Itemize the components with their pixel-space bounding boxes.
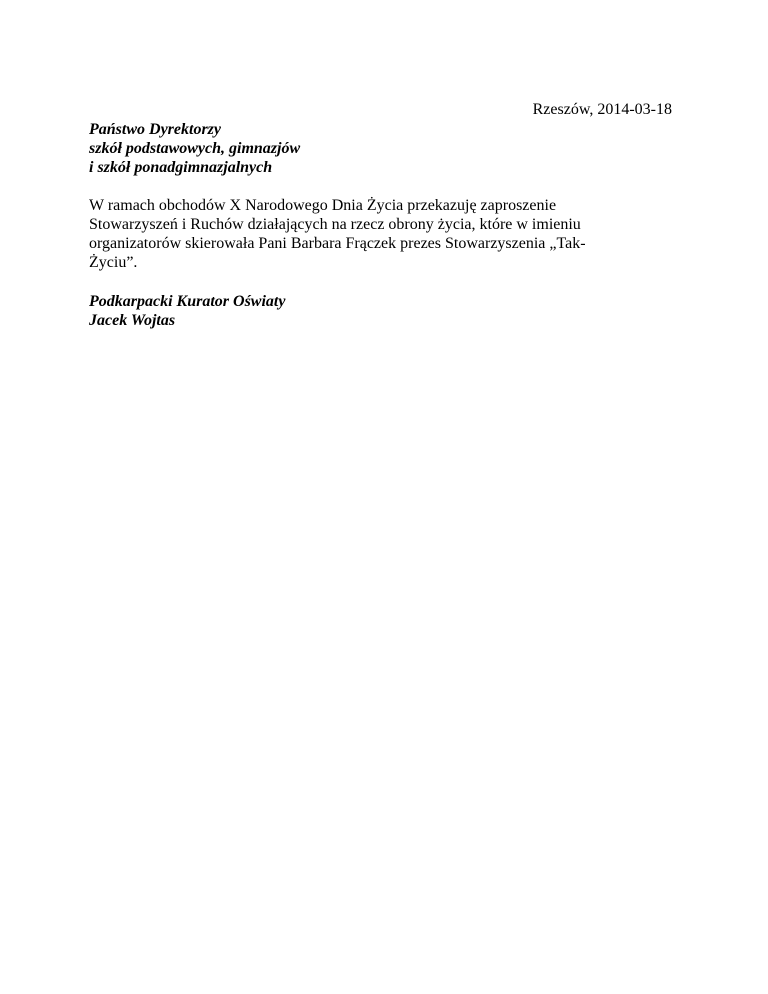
place-date: Rzeszów, 2014-03-18 [532,101,672,118]
signature-title: Podkarpacki Kurator Oświaty [89,293,286,310]
signature-block [89,292,285,330]
body-line: organizatorów skierowała Pani Barbara Frączek prezes Stowarzyszenia „Tak- [89,235,586,252]
addressee-line: szkół podstawowych, gimnazjów [89,140,301,157]
addressee-block [89,120,300,177]
addressee-line: i szkół ponadgimnazjalnych [89,159,273,176]
body-line: Stowarzyszeń i Ruchów działających na rzecz obrony życia, które w imieniu [89,216,581,233]
body-line: W ramach obchodów X Narodowego Dnia Życia przekazuję zaproszenie [89,197,557,214]
body-line: Życiu”. [89,254,138,271]
addressee-line: Państwo Dyrektorzy [89,121,221,138]
signature-name: Jacek Wojtas [89,312,176,329]
letter-body [89,196,679,272]
